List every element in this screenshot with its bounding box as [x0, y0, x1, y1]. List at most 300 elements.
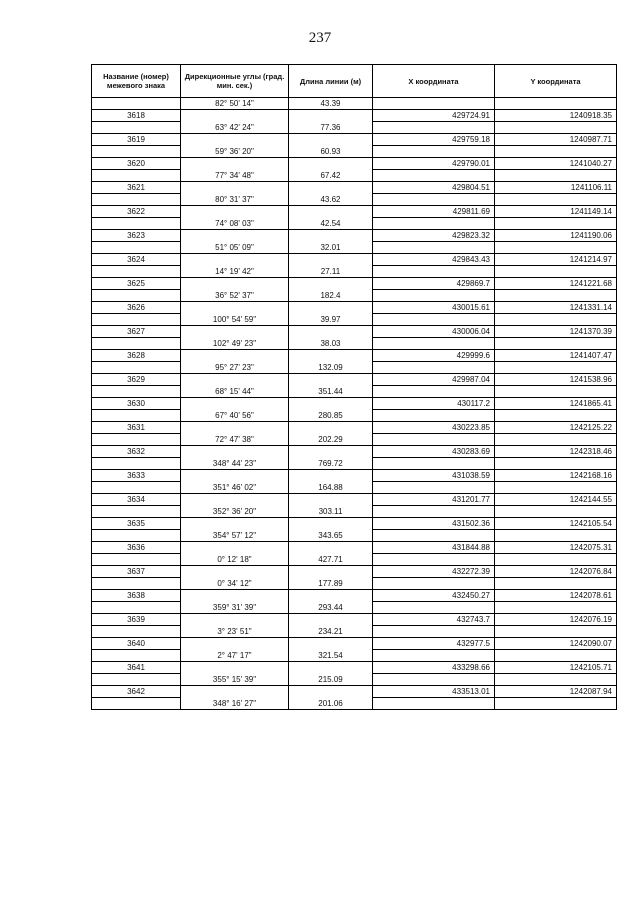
line-length-cell: 293.44 [289, 602, 373, 614]
empty-cell [373, 290, 495, 302]
direction-angle-cell: 59° 36' 20" [181, 146, 289, 158]
empty-cell [373, 458, 495, 470]
empty-cell [373, 338, 495, 350]
empty-cell [92, 578, 181, 590]
point-name-cell: 3631 [92, 422, 181, 434]
empty-cell [181, 278, 289, 290]
line-length-cell: 32.01 [289, 242, 373, 254]
point-row [92, 230, 617, 242]
empty-cell [495, 434, 617, 446]
point-row [92, 110, 617, 122]
point-name-cell: 3622 [92, 206, 181, 218]
x-coordinate-cell: 430015.61 [373, 302, 495, 314]
point-name-cell: 3621 [92, 182, 181, 194]
empty-cell [92, 290, 181, 302]
point-row [92, 542, 617, 554]
segment-row [92, 458, 617, 470]
empty-cell [289, 278, 373, 290]
line-length-cell: 215.09 [289, 674, 373, 686]
segment-row [92, 650, 617, 662]
empty-cell [495, 146, 617, 158]
empty-cell [92, 410, 181, 422]
segment-row [92, 698, 617, 710]
y-coordinate-cell: 1242105.54 [495, 518, 617, 530]
empty-cell [495, 242, 617, 254]
empty-cell [289, 446, 373, 458]
empty-cell [289, 518, 373, 530]
x-coordinate-cell: 433298.66 [373, 662, 495, 674]
segment-row [92, 266, 617, 278]
point-row [92, 206, 617, 218]
line-length-cell: 201.06 [289, 698, 373, 710]
empty-cell [373, 554, 495, 566]
direction-angle-cell: 3° 23' 51" [181, 626, 289, 638]
direction-angle-cell: 352° 36' 20" [181, 506, 289, 518]
line-length-cell: 280.85 [289, 410, 373, 422]
segment-row [92, 98, 617, 110]
x-coordinate-cell: 429804.51 [373, 182, 495, 194]
x-coordinate-cell: 429759.18 [373, 134, 495, 146]
line-length-cell: 43.39 [289, 98, 373, 110]
empty-cell [181, 614, 289, 626]
empty-cell [289, 182, 373, 194]
line-length-cell: 177.89 [289, 578, 373, 590]
direction-angle-cell: 51° 05' 09" [181, 242, 289, 254]
empty-cell [181, 158, 289, 170]
line-length-cell: 303.11 [289, 506, 373, 518]
y-coordinate-cell: 1241370.39 [495, 326, 617, 338]
point-name-cell: 3639 [92, 614, 181, 626]
point-name-cell: 3636 [92, 542, 181, 554]
point-name-cell: 3624 [92, 254, 181, 266]
direction-angle-cell: 0° 34' 12" [181, 578, 289, 590]
segment-row [92, 578, 617, 590]
empty-cell [92, 458, 181, 470]
segment-row [92, 362, 617, 374]
empty-cell [373, 386, 495, 398]
empty-cell [92, 434, 181, 446]
segment-row [92, 434, 617, 446]
segment-row [92, 530, 617, 542]
line-length-cell: 769.72 [289, 458, 373, 470]
header-point-name: Название (номер) межевого знака [92, 65, 181, 98]
x-coordinate-cell: 432450.27 [373, 590, 495, 602]
point-name-cell: 3637 [92, 566, 181, 578]
point-row [92, 278, 617, 290]
empty-cell [92, 314, 181, 326]
point-name-cell: 3625 [92, 278, 181, 290]
empty-cell [92, 146, 181, 158]
header-x-coordinate: X координата [373, 65, 495, 98]
segment-row [92, 194, 617, 206]
empty-cell [495, 362, 617, 374]
segment-row [92, 122, 617, 134]
empty-cell [495, 482, 617, 494]
x-coordinate-cell: 433513.01 [373, 686, 495, 698]
line-length-cell: 132.09 [289, 362, 373, 374]
point-name-cell: 3634 [92, 494, 181, 506]
empty-cell [289, 302, 373, 314]
x-coordinate-cell: 432272.39 [373, 566, 495, 578]
segment-row [92, 554, 617, 566]
line-length-cell: 202.29 [289, 434, 373, 446]
empty-cell [92, 266, 181, 278]
empty-cell [181, 110, 289, 122]
direction-angle-cell: 348° 16' 27" [181, 698, 289, 710]
empty-cell [92, 194, 181, 206]
direction-angle-cell: 359° 31' 39" [181, 602, 289, 614]
point-name-cell: 3619 [92, 134, 181, 146]
header-row [92, 65, 617, 98]
y-coordinate-cell: 1242078.61 [495, 590, 617, 602]
empty-cell [181, 422, 289, 434]
empty-cell [181, 350, 289, 362]
point-name-cell: 3620 [92, 158, 181, 170]
y-coordinate-cell: 1241040.27 [495, 158, 617, 170]
empty-cell [495, 458, 617, 470]
line-length-cell: 60.93 [289, 146, 373, 158]
empty-cell [373, 266, 495, 278]
x-coordinate-cell: 429811.69 [373, 206, 495, 218]
line-length-cell: 77.36 [289, 122, 373, 134]
line-length-cell: 38.03 [289, 338, 373, 350]
y-coordinate-cell: 1242090.07 [495, 638, 617, 650]
y-coordinate-cell: 1241106.11 [495, 182, 617, 194]
point-row [92, 446, 617, 458]
empty-cell [495, 626, 617, 638]
y-coordinate-cell: 1242076.84 [495, 566, 617, 578]
x-coordinate-cell: 429987.04 [373, 374, 495, 386]
x-coordinate-cell: 429823.32 [373, 230, 495, 242]
empty-cell [181, 638, 289, 650]
empty-cell [373, 626, 495, 638]
empty-cell [373, 650, 495, 662]
y-coordinate-cell: 1240987.71 [495, 134, 617, 146]
empty-cell [181, 302, 289, 314]
line-length-cell: 67.42 [289, 170, 373, 182]
empty-cell [373, 194, 495, 206]
empty-cell [495, 194, 617, 206]
y-coordinate-cell: 1242105.71 [495, 662, 617, 674]
y-coordinate-cell: 1241865.41 [495, 398, 617, 410]
empty-cell [373, 146, 495, 158]
y-coordinate-cell: 1241214.97 [495, 254, 617, 266]
empty-cell [92, 218, 181, 230]
empty-cell [495, 218, 617, 230]
boundary-coordinates-table [91, 64, 617, 710]
header-y-coordinate: Y координата [495, 65, 617, 98]
empty-cell [181, 134, 289, 146]
y-coordinate-cell: 1241190.06 [495, 230, 617, 242]
empty-cell [495, 122, 617, 134]
empty-cell [289, 590, 373, 602]
empty-cell [92, 122, 181, 134]
x-coordinate-cell: 431844.88 [373, 542, 495, 554]
empty-cell [495, 266, 617, 278]
point-row [92, 638, 617, 650]
segment-row [92, 506, 617, 518]
empty-cell [181, 398, 289, 410]
empty-cell [92, 626, 181, 638]
empty-cell [495, 554, 617, 566]
point-row [92, 398, 617, 410]
line-length-cell: 234.21 [289, 626, 373, 638]
point-row [92, 590, 617, 602]
empty-cell [92, 362, 181, 374]
segment-row [92, 170, 617, 182]
empty-cell [181, 566, 289, 578]
empty-cell [181, 590, 289, 602]
point-row [92, 326, 617, 338]
point-row [92, 374, 617, 386]
direction-angle-cell: 0° 12' 18" [181, 554, 289, 566]
empty-cell [289, 638, 373, 650]
direction-angle-cell: 351° 46' 02" [181, 482, 289, 494]
y-coordinate-cell: 1242318.46 [495, 446, 617, 458]
empty-cell [495, 386, 617, 398]
empty-cell [495, 314, 617, 326]
direction-angle-cell: 77° 34' 48" [181, 170, 289, 182]
empty-cell [373, 98, 495, 110]
empty-cell [495, 98, 617, 110]
empty-cell [373, 122, 495, 134]
direction-angle-cell: 72° 47' 38" [181, 434, 289, 446]
direction-angle-cell: 14° 19' 42" [181, 266, 289, 278]
empty-cell [373, 578, 495, 590]
x-coordinate-cell: 432743.7 [373, 614, 495, 626]
direction-angle-cell: 348° 44' 23" [181, 458, 289, 470]
point-row [92, 182, 617, 194]
empty-cell [92, 554, 181, 566]
x-coordinate-cell: 432977.5 [373, 638, 495, 650]
empty-cell [181, 230, 289, 242]
empty-cell [92, 674, 181, 686]
header-direction-angle: Дирекционные углы (град. мин. сек.) [181, 65, 289, 98]
direction-angle-cell: 80° 31' 37" [181, 194, 289, 206]
empty-cell [92, 386, 181, 398]
empty-cell [495, 290, 617, 302]
y-coordinate-cell: 1240918.35 [495, 110, 617, 122]
point-row [92, 422, 617, 434]
x-coordinate-cell: 430117.2 [373, 398, 495, 410]
point-name-cell: 3641 [92, 662, 181, 674]
point-name-cell: 3630 [92, 398, 181, 410]
empty-cell [92, 98, 181, 110]
empty-cell [289, 398, 373, 410]
point-row [92, 158, 617, 170]
empty-cell [92, 482, 181, 494]
y-coordinate-cell: 1242144.55 [495, 494, 617, 506]
point-name-cell: 3642 [92, 686, 181, 698]
point-row [92, 686, 617, 698]
empty-cell [495, 170, 617, 182]
segment-row [92, 482, 617, 494]
x-coordinate-cell: 429869.7 [373, 278, 495, 290]
point-row [92, 470, 617, 482]
line-length-cell: 321.54 [289, 650, 373, 662]
empty-cell [495, 650, 617, 662]
empty-cell [373, 314, 495, 326]
empty-cell [289, 614, 373, 626]
empty-cell [181, 686, 289, 698]
y-coordinate-cell: 1242075.31 [495, 542, 617, 554]
point-row [92, 302, 617, 314]
empty-cell [181, 446, 289, 458]
empty-cell [92, 650, 181, 662]
x-coordinate-cell: 431038.59 [373, 470, 495, 482]
empty-cell [495, 578, 617, 590]
segment-row [92, 602, 617, 614]
point-row [92, 350, 617, 362]
line-length-cell: 39.97 [289, 314, 373, 326]
segment-row [92, 290, 617, 302]
empty-cell [289, 134, 373, 146]
empty-cell [373, 362, 495, 374]
empty-cell [289, 110, 373, 122]
empty-cell [495, 530, 617, 542]
empty-cell [92, 506, 181, 518]
empty-cell [92, 530, 181, 542]
x-coordinate-cell: 429790.01 [373, 158, 495, 170]
segment-row [92, 242, 617, 254]
x-coordinate-cell: 431201.77 [373, 494, 495, 506]
x-coordinate-cell: 429724.91 [373, 110, 495, 122]
y-coordinate-cell: 1241149.14 [495, 206, 617, 218]
line-length-cell: 182.4 [289, 290, 373, 302]
line-length-cell: 42.54 [289, 218, 373, 230]
line-length-cell: 427.71 [289, 554, 373, 566]
point-name-cell: 3618 [92, 110, 181, 122]
direction-angle-cell: 74° 08' 03" [181, 218, 289, 230]
empty-cell [92, 338, 181, 350]
empty-cell [373, 698, 495, 710]
empty-cell [495, 410, 617, 422]
direction-angle-cell: 67° 40' 56" [181, 410, 289, 422]
empty-cell [181, 494, 289, 506]
point-row [92, 566, 617, 578]
empty-cell [289, 206, 373, 218]
page-number: 237 [308, 30, 332, 46]
y-coordinate-cell: 1241538.96 [495, 374, 617, 386]
empty-cell [289, 350, 373, 362]
point-row [92, 494, 617, 506]
empty-cell [289, 662, 373, 674]
header-line-length: Длина линии (м) [289, 65, 373, 98]
empty-cell [181, 662, 289, 674]
empty-cell [373, 170, 495, 182]
empty-cell [92, 242, 181, 254]
direction-angle-cell: 355° 15' 39" [181, 674, 289, 686]
empty-cell [181, 470, 289, 482]
line-length-cell: 43.62 [289, 194, 373, 206]
point-row [92, 614, 617, 626]
direction-angle-cell: 2° 47' 17" [181, 650, 289, 662]
empty-cell [92, 170, 181, 182]
y-coordinate-cell: 1241221.68 [495, 278, 617, 290]
point-name-cell: 3632 [92, 446, 181, 458]
segment-row [92, 146, 617, 158]
empty-cell [495, 698, 617, 710]
empty-cell [181, 206, 289, 218]
direction-angle-cell: 82° 50' 14" [181, 98, 289, 110]
table-body [92, 98, 617, 710]
point-name-cell: 3628 [92, 350, 181, 362]
empty-cell [373, 410, 495, 422]
empty-cell [92, 602, 181, 614]
empty-cell [181, 374, 289, 386]
segment-row [92, 626, 617, 638]
empty-cell [289, 422, 373, 434]
empty-cell [495, 506, 617, 518]
empty-cell [373, 674, 495, 686]
segment-row [92, 386, 617, 398]
point-name-cell: 3635 [92, 518, 181, 530]
x-coordinate-cell: 430006.04 [373, 326, 495, 338]
line-length-cell: 164.88 [289, 482, 373, 494]
direction-angle-cell: 68° 15' 44" [181, 386, 289, 398]
empty-cell [181, 254, 289, 266]
empty-cell [289, 566, 373, 578]
empty-cell [373, 482, 495, 494]
y-coordinate-cell: 1241407.47 [495, 350, 617, 362]
point-row [92, 518, 617, 530]
direction-angle-cell: 63° 42' 24" [181, 122, 289, 134]
point-name-cell: 3623 [92, 230, 181, 242]
x-coordinate-cell: 431502.36 [373, 518, 495, 530]
point-name-cell: 3633 [92, 470, 181, 482]
empty-cell [289, 686, 373, 698]
empty-cell [495, 602, 617, 614]
empty-cell [373, 242, 495, 254]
line-length-cell: 343.65 [289, 530, 373, 542]
empty-cell [289, 470, 373, 482]
empty-cell [373, 506, 495, 518]
empty-cell [181, 182, 289, 194]
empty-cell [495, 338, 617, 350]
y-coordinate-cell: 1242087.94 [495, 686, 617, 698]
line-length-cell: 27.11 [289, 266, 373, 278]
direction-angle-cell: 36° 52' 37" [181, 290, 289, 302]
empty-cell [373, 434, 495, 446]
empty-cell [289, 374, 373, 386]
empty-cell [289, 326, 373, 338]
x-coordinate-cell: 429999.6 [373, 350, 495, 362]
segment-row [92, 218, 617, 230]
line-length-cell: 351.44 [289, 386, 373, 398]
y-coordinate-cell: 1241331.14 [495, 302, 617, 314]
x-coordinate-cell: 430283.69 [373, 446, 495, 458]
direction-angle-cell: 354° 57' 12" [181, 530, 289, 542]
x-coordinate-cell: 430223.85 [373, 422, 495, 434]
point-name-cell: 3629 [92, 374, 181, 386]
point-row [92, 254, 617, 266]
empty-cell [181, 326, 289, 338]
point-row [92, 662, 617, 674]
direction-angle-cell: 95° 27' 23" [181, 362, 289, 374]
y-coordinate-cell: 1242168.16 [495, 470, 617, 482]
empty-cell [289, 542, 373, 554]
point-row [92, 134, 617, 146]
y-coordinate-cell: 1242125.22 [495, 422, 617, 434]
segment-row [92, 338, 617, 350]
x-coordinate-cell: 429843.43 [373, 254, 495, 266]
empty-cell [495, 674, 617, 686]
point-name-cell: 3627 [92, 326, 181, 338]
point-name-cell: 3626 [92, 302, 181, 314]
empty-cell [181, 518, 289, 530]
point-name-cell: 3640 [92, 638, 181, 650]
direction-angle-cell: 100° 54' 59" [181, 314, 289, 326]
